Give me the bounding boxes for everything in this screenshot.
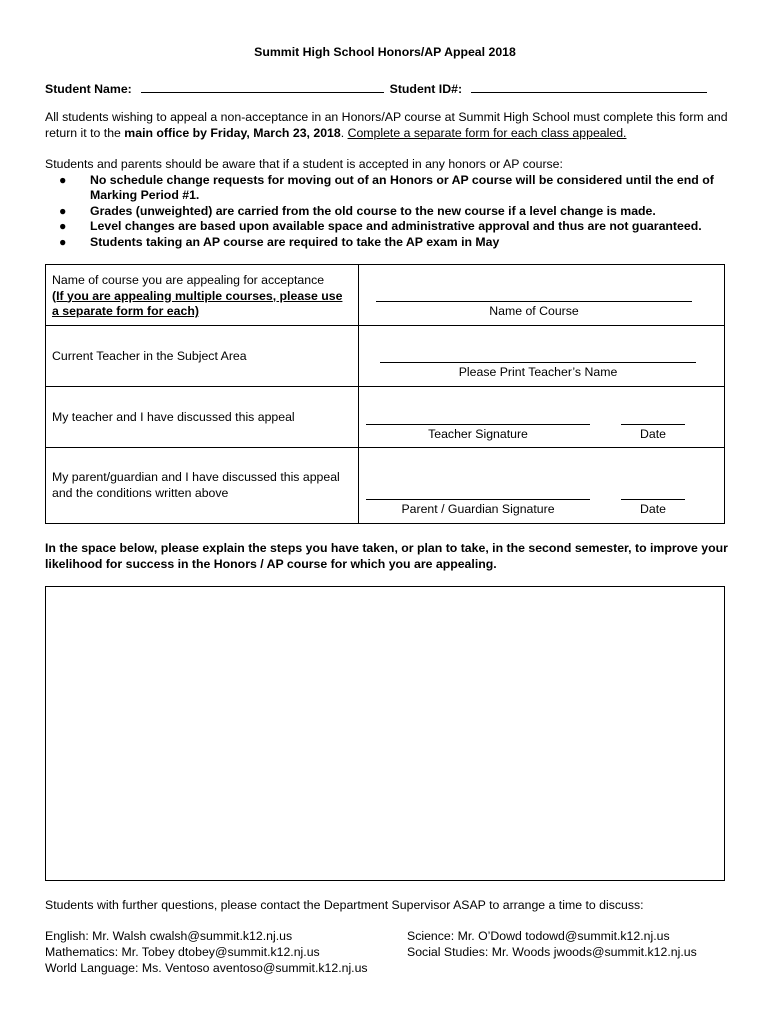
bullet-item: ● Grades (unweighted) are carried from the old course to the new course if a level change is made. xyxy=(59,203,656,218)
teacher-discussion-row xyxy=(46,387,724,448)
course-label: Name of course you are appealing for acceptance xyxy=(52,273,325,287)
intro-period: . xyxy=(340,125,348,140)
course-note: (If you are appealing multiple courses, please use a separate form for each) xyxy=(52,288,343,318)
parent-discussion-row xyxy=(46,448,724,523)
contact-science: Science: Mr. O’Dowd todowd@summit.k12.nj.us xyxy=(407,929,670,943)
contact-math: Mathematics: Mr. Tobey dtobey@summit.k12.nj.us xyxy=(45,945,320,959)
awareness-bullets xyxy=(45,173,735,251)
contact-intro: Students with further questions, please contact the Department Supervisor ASAP to arrange a time to discuss: xyxy=(45,898,644,912)
intro-paragraph xyxy=(45,110,735,141)
teacher-date-caption: Date xyxy=(640,427,666,441)
bullet-icon: ● xyxy=(59,219,67,233)
course-name-field[interactable] xyxy=(376,301,692,302)
awareness-section xyxy=(45,157,735,250)
student-name-label: Student Name: xyxy=(45,82,132,96)
form-title: Summit High School Honors/AP Appeal 2018 xyxy=(254,45,516,59)
explanation-textarea[interactable] xyxy=(45,586,725,881)
bullet-icon: ● xyxy=(59,172,67,187)
intro-deadline: main office by Friday, March 23, 2018 xyxy=(124,125,341,140)
bullet-icon: ● xyxy=(59,203,67,218)
explanation-prompt: In the space below, please explain the steps you have taken, or plan to take, in the second semester, to improve your likelihood for success in the Honors / AP course for which you are appealing. xyxy=(45,541,728,571)
parent-label: My parent/guardian and I have discussed this appeal and the conditions written above xyxy=(52,470,340,500)
appeal-details-table xyxy=(45,264,725,524)
intro-separate-form-note: Complete a separate form for each class appealed. xyxy=(347,125,627,140)
student-name-field[interactable] xyxy=(141,79,384,93)
teacher-signature-caption: Teacher Signature xyxy=(428,427,528,441)
teacher-caption: Please Print Teacher’s Name xyxy=(458,365,618,379)
parent-signature-field[interactable] xyxy=(366,499,590,500)
discussed-label: My teacher and I have discussed this appeal xyxy=(52,410,295,424)
student-info-row xyxy=(45,79,725,96)
teacher-date-field[interactable] xyxy=(621,424,685,425)
discussed-label-cell xyxy=(46,387,359,447)
awareness-intro: Students and parents should be aware that if a student is accepted in any honors or AP course: xyxy=(45,157,563,171)
teacher-name-field[interactable] xyxy=(380,362,696,363)
bullet-item: ● Students taking an AP course are required to take the AP exam in May xyxy=(59,234,500,249)
contact-world-language: World Language: Ms. Ventoso aventoso@summit.k12.nj.us xyxy=(45,961,368,975)
course-caption: Name of Course xyxy=(489,304,579,318)
teacher-label: Current Teacher in the Subject Area xyxy=(52,349,247,363)
parent-date-field[interactable] xyxy=(621,499,685,500)
parent-date-caption: Date xyxy=(640,502,666,516)
bullet-item: ● No schedule change requests for moving out of an Honors or AP course will be considered until the end of Marking Period #1. xyxy=(59,172,714,202)
student-id-label: Student ID#: xyxy=(389,82,463,96)
bullet-icon: ● xyxy=(59,234,67,249)
intro-text: All students wishing to appeal a non-acceptance in an Honors/AP course at Summit High School must complete this form and return it to the xyxy=(45,110,728,140)
teacher-label-cell xyxy=(46,326,359,386)
contact-english: English: Mr. Walsh cwalsh@summit.k12.nj.us xyxy=(45,929,293,943)
contact-social-studies: Social Studies: Mr. Woods jwoods@summit.k12.nj.us xyxy=(407,945,697,959)
student-id-field[interactable] xyxy=(471,79,707,93)
teacher-row xyxy=(46,326,724,387)
parent-label-cell xyxy=(46,448,359,523)
bullet-item: ● Level changes are based upon available space and administrative approval and thus are not guaranteed. xyxy=(59,219,702,233)
course-row xyxy=(46,265,724,326)
parent-signature-caption: Parent / Guardian Signature xyxy=(401,502,555,516)
teacher-signature-field[interactable] xyxy=(366,424,590,425)
course-label-cell xyxy=(46,265,359,325)
